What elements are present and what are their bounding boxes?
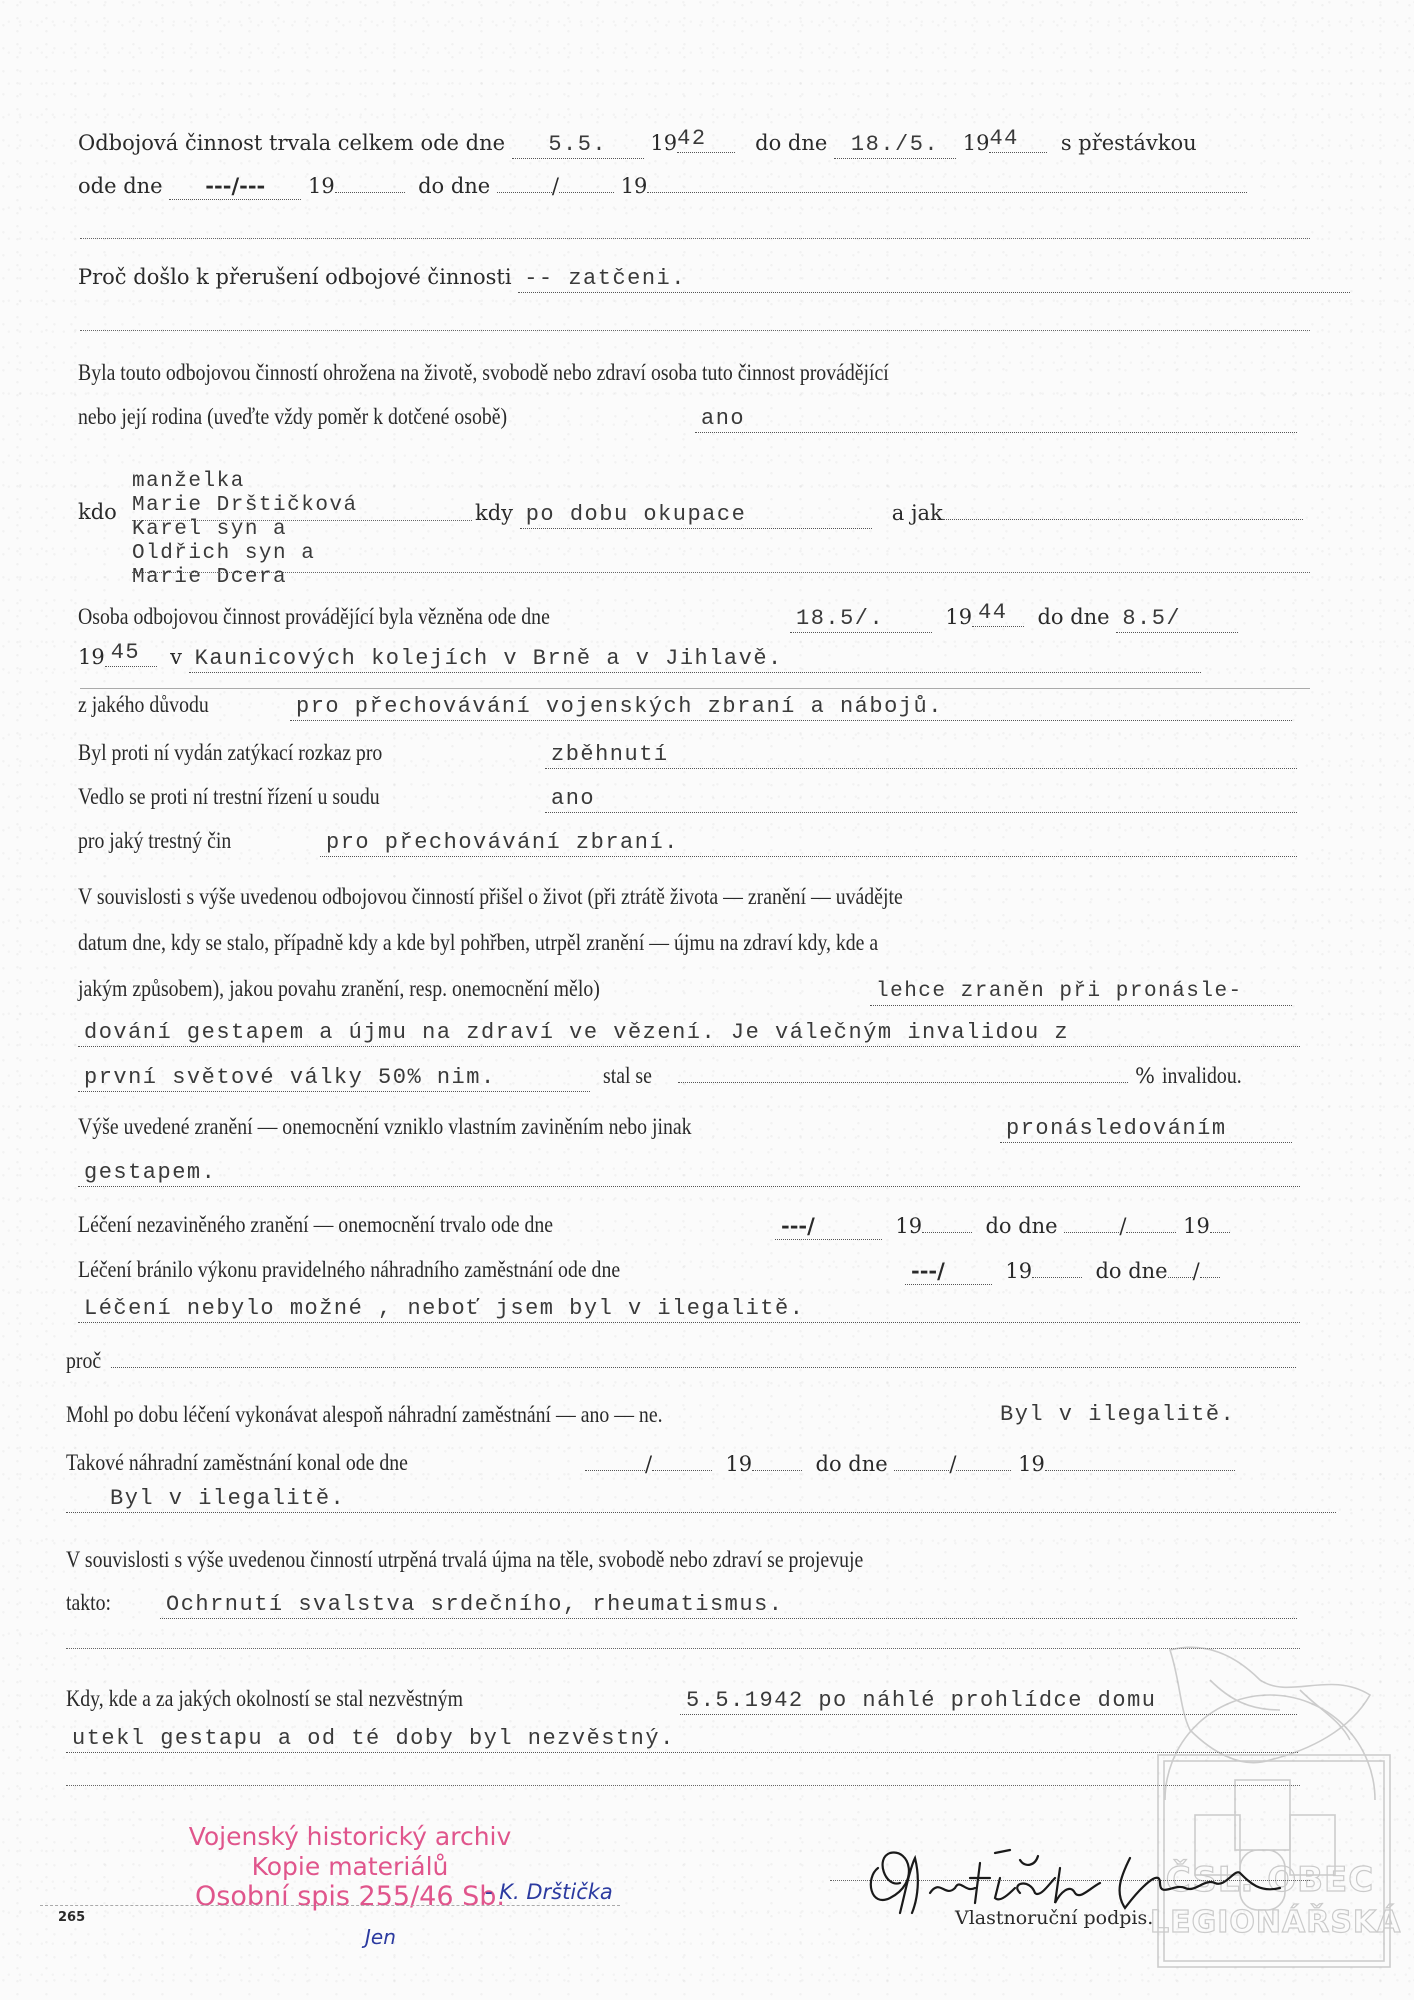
kdo-label: kdo [78,500,117,524]
label: invalidou. [1161,1063,1242,1088]
imprisoned-from: 18.5/. [790,606,932,633]
label: v [170,645,182,669]
imprisonment-place-row [78,642,1201,673]
imprisonment-dates [790,602,1238,633]
blank-line [80,330,1310,331]
label: pro jaký trestný čin [78,828,232,853]
label: Výše uvedené zranění — onemocnění vzniklo vlastním zaviněním nebo jinak [78,1114,692,1139]
watermark-line-1: ČSL. OBEC [1165,1860,1375,1900]
year-prefix: 19 [620,174,648,198]
endangered-value: ano [695,406,1297,433]
year-prefix: 19 [895,1214,923,1238]
slash: / [1119,1214,1127,1238]
year-prefix: 19 [1018,1452,1045,1476]
cause-row [78,1112,1008,1142]
injury-question-line-2: datum dne, kdy se stalo, případně kdy a kde byl pohřben, utrpěl zranění — újmu na zdraví kdy, kde a [78,930,879,955]
slash: / [551,174,559,198]
substitute-work-value: Byl v ilegalitě. [1000,1402,1236,1427]
from-year: 42 [677,126,735,153]
substitute-work-note: Byl v ilegalitě. [66,1486,1336,1513]
stamp-line: Osobní spis 255/46 Sb. [195,1881,505,1912]
imprisonment-row [78,602,798,632]
injury-row [78,974,858,1004]
kdy-value: po dobu okupace [520,502,872,529]
year-prefix: 19 [945,605,973,629]
signature-label: Vlastnoruční podpis. [955,1907,1154,1929]
label: kdy [475,501,514,525]
label: ode dne [78,174,163,198]
imprisoned-to-year: 45 [105,640,157,667]
imprisonment-reason: pro přechovávání vojenských zbraní a nábojů. [290,694,1292,721]
court-value-row [545,782,1297,813]
label: Odbojová činnost trvala celkem ode dne [78,131,506,155]
label: takto: [66,1590,112,1615]
person: Marie Drštičková [132,494,358,517]
imprisoned-from-year: 44 [972,600,1024,627]
page-number: 265 [58,1910,86,1925]
person: Karel syn a [132,518,288,541]
cause-value: pronásledováním [1000,1116,1292,1143]
year-prefix: 19 [962,131,990,155]
to-year: 44 [989,126,1047,153]
treatment-row [78,1210,778,1240]
blank-line [66,1785,1300,1786]
interruption-reason-row [78,262,1350,293]
from-date: 5.5. [512,132,644,159]
arrest-warrant-value: zběhnutí [545,742,1297,769]
treatment-dates [775,1210,1230,1241]
signature-text [860,1838,861,1839]
permanent-harm-row [66,1588,166,1618]
substitute-work-dates-row [66,1448,586,1478]
imprisonment-place: Kaunicových kolejích v Brně a v Jihlavě. [189,646,1201,673]
endangered-question: Byla touto odbojovou činností ohrožena na životě, svobodě nebo zdraví osoba tuto činnost provádějící [78,360,889,385]
crime-value: pro přechovávání zbraní. [320,830,1297,857]
label: do dne [815,1452,888,1476]
blank-line [66,1648,1300,1649]
label: do dne [985,1214,1058,1238]
missing-value-row-2 [66,1722,1298,1753]
stamp-line: Vojenský historický archiv [188,1822,512,1851]
label: s přestávkou [1060,131,1197,155]
imprisoned-to: 8.5/ [1116,606,1238,633]
archive-stamp [180,1822,520,1912]
substitute-work-note-row [66,1482,1336,1513]
treatment-from: ---/ [775,1213,882,1240]
blank-line [132,572,1310,573]
year-prefix: 19 [307,174,335,198]
to-date: 18./5. [834,132,956,159]
label: Kdy, kde a za jakých okolností se stal nezvěstným [66,1686,463,1711]
injury-value-1: lehce zraněn při pronásle- [870,979,1292,1006]
label: do dne [1095,1259,1168,1283]
family-value-row [695,402,1297,433]
year-prefix: 19 [78,645,105,669]
cause-value-row [1000,1112,1292,1143]
label: do dne [418,174,491,198]
year-prefix: 19 [1183,1214,1210,1238]
reason-value-row [290,690,1292,721]
crime-row [78,826,318,856]
blank-line [80,688,1310,689]
divider [40,1905,620,1906]
missing-value-2: utekl gestapu a od té doby byl nezvěstný. [66,1726,1298,1753]
permanent-harm-question: V souvislosti s výše uvedenou činností utrpěná trvalá újma na těle, svobodě nebo zdraví se projevuje [66,1547,864,1572]
interruption-reason-value: -- zatčeni. [518,266,1350,293]
label: Osoba odbojovou činnost provádějící byla vězněna ode dne [78,604,550,629]
stamp-initials: Jen [365,1925,396,1949]
label: proč [66,1348,102,1373]
label: Byl proti ní vydán zatýkací rozkaz pro [78,740,383,765]
label: Léčení bránilo výkonu pravidelného náhradního zaměstnání ode dne [78,1257,621,1282]
label: Proč došlo k přerušení odbojové činnosti [78,265,512,289]
stamp-line: Kopie materiálů [251,1852,449,1881]
arrest-warrant-value-row [545,738,1297,769]
label: Vedlo se proti ní trestní řízení u soudu [78,784,380,809]
slash: / [949,1452,957,1476]
break-period-row [78,170,1247,201]
stamp-handwritten-name: - K. Drštička [485,1880,613,1904]
cause-value-row-2 [78,1156,1300,1187]
kdy-row [475,497,1303,529]
label: do dne [1037,605,1110,629]
invalidity-value: první světové války 50% nim. [78,1065,590,1092]
person: Marie Dcera [132,566,288,589]
label: Léčení nezaviněného zranění — onemocnění trvalo ode dne [78,1212,554,1237]
prevented-from: ---/ [905,1258,992,1285]
missing-row [66,1684,686,1714]
legion-watermark-logo [1150,1640,1402,1970]
injury-value-row-2 [78,1016,1300,1047]
treatment-note-row [78,1292,1300,1323]
label: z jakého důvodu [78,692,209,717]
blank-line [132,520,472,521]
label: Mohl po dobu léčení vykonávat alespoň náhradní zaměstnání — ano — ne. [66,1402,663,1427]
label: do dne [755,131,828,155]
family-row [78,402,577,432]
cause-value-2: gestapem. [78,1160,1300,1187]
reason-row [78,690,278,720]
label: stal se [603,1063,653,1088]
treatment-prevented-row [78,1255,908,1285]
permanent-harm-value: Ochrnutí svalstva srdečního, rheumatismus. [160,1592,1297,1619]
treatment-prevented-dates [905,1255,1220,1286]
person: Oldřich syn a [132,542,316,565]
treatment-note: Léčení nebylo možné , neboť jsem byl v ilegalitě. [78,1296,1300,1323]
percent-sign: % [1135,1064,1156,1088]
year-prefix: 19 [1005,1259,1033,1283]
court-value: ano [545,786,1297,813]
substitute-work-dates [585,1448,1235,1479]
person: manželka [132,470,245,493]
resistance-period-row [78,128,1197,159]
substitute-work-row [66,1400,1096,1430]
label: a jak [891,501,943,525]
injury-value-row [870,974,1292,1006]
slash: / [645,1452,653,1476]
crime-value-row [320,826,1297,857]
break-from-value: ---/--- [169,173,301,200]
year-prefix: 19 [650,131,678,155]
invalidity-row [78,1060,1254,1092]
label: jakým způsobem), jakou povahu zranění, resp. onemocnění mělo) [78,976,600,1001]
year-prefix: 19 [725,1452,753,1476]
why-row [66,1345,1296,1376]
arrest-warrant-row [78,738,548,768]
permanent-harm-value-row [160,1588,1297,1619]
blank-line [80,238,1310,239]
watermark-line-2: LEGIONÁŘSKÁ [1150,1905,1402,1940]
label: Takové náhradní zaměstnání konal ode dne [66,1450,408,1475]
missing-value: 5.5.1942 po náhlé prohlídce domu [680,1688,1297,1715]
injury-question-line-1: V souvislosti s výše uvedenou odbojovou činností přišel o život (při ztrátě života — zranění — uvádějte [78,884,903,909]
court-row [78,782,548,812]
injury-value-2: dování gestapem a újmu na zdraví ve vězení. Je válečným invalidou z [78,1020,1300,1047]
slash: / [1192,1259,1200,1283]
label: nebo její rodina (uveďte vždy poměr k dotčené osobě) [78,404,508,429]
